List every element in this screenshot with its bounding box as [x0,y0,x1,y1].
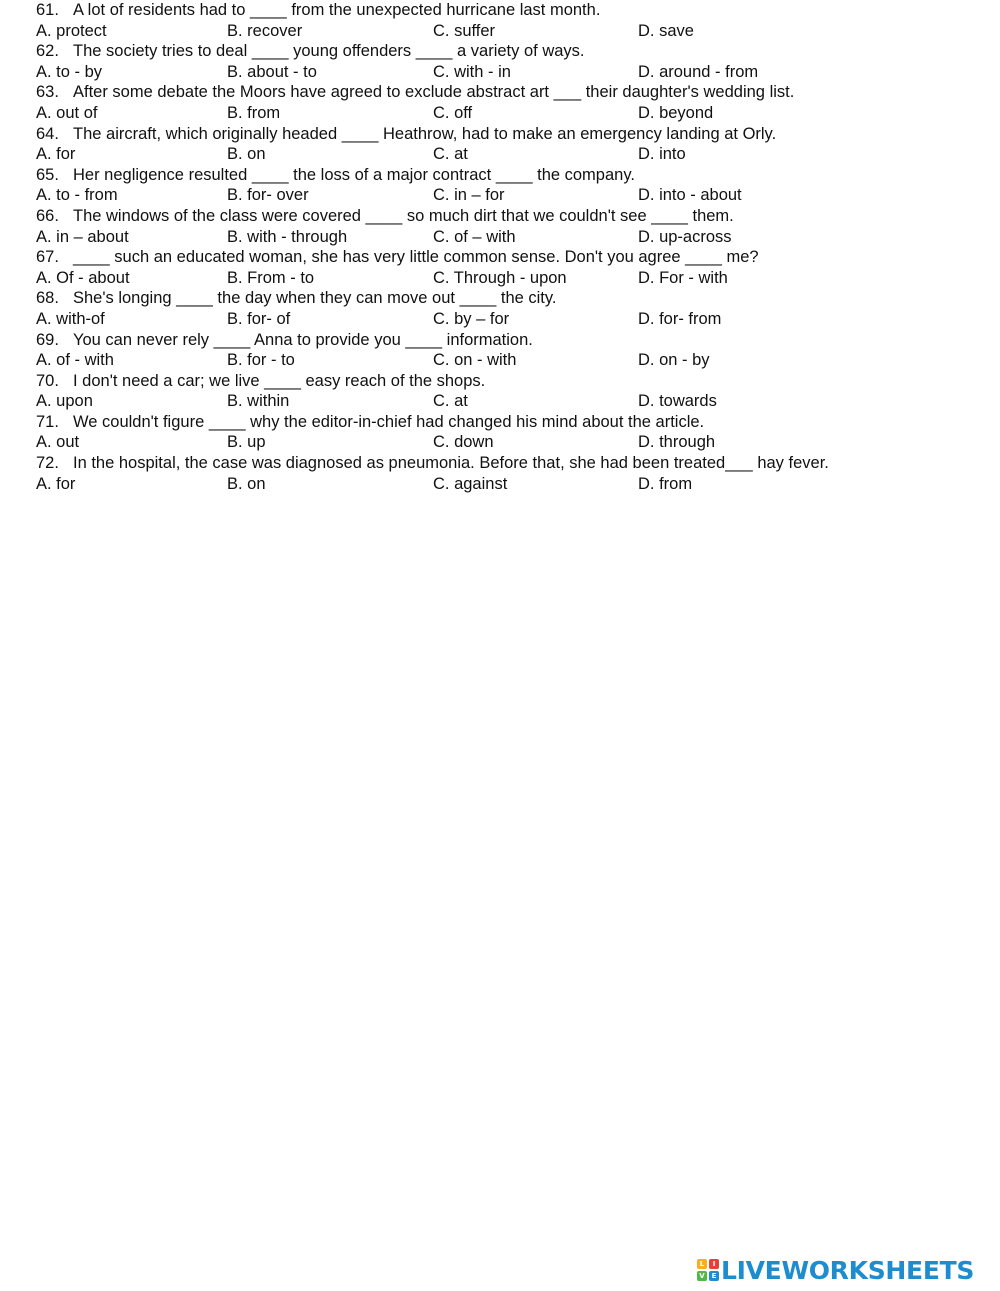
liveworksheets-logo-icon [697,1259,719,1281]
option-b[interactable]: B. From - to [227,268,315,287]
logo-tile-v: V [697,1271,707,1281]
option-a[interactable]: A. of - with [36,351,114,370]
option-a[interactable]: A. upon [36,392,93,411]
option-d[interactable]: D. on - by [638,351,710,370]
option-d[interactable]: D. through [638,433,716,452]
option-b[interactable]: B. on [227,145,266,164]
question-stem [36,288,986,309]
answer-options [36,227,986,248]
option-b[interactable]: B. from [227,103,281,122]
question-text: You can never rely ____ Anna to provide you ____ information. [73,330,533,349]
brand-name: LIVEWORKSHEETS [721,1255,975,1285]
worksheet [36,0,986,494]
question-61 [36,0,986,41]
question-text: I don't need a car; we live ____ easy reach of the shops. [73,371,486,390]
question-stem [36,82,986,103]
question-stem [36,371,986,392]
question-stem [36,247,986,268]
question-71 [36,412,986,453]
option-b[interactable]: B. about - to [227,62,317,81]
question-text: The aircraft, which originally headed ____ Heathrow, had to make an emergency landing at Orly. [73,124,777,143]
logo-tile-l: L [697,1259,707,1269]
answer-options [36,309,986,330]
question-number: 71. [36,412,59,431]
option-b[interactable]: B. for - to [227,351,295,370]
logo-tile-e: E [709,1271,719,1281]
option-c[interactable]: C. against [433,474,508,493]
question-stem [36,412,986,433]
question-number: 70. [36,371,59,390]
answer-options [36,350,986,371]
option-c[interactable]: C. of – with [433,227,516,246]
question-text: ____ such an educated woman, she has very little common sense. Don't you agree ____ me? [73,248,759,267]
question-text: The windows of the class were covered ____ so much dirt that we couldn't see ____ them. [73,206,734,225]
liveworksheets-logo[interactable] [697,1255,974,1285]
question-stem [36,165,986,186]
option-c[interactable]: C. by – for [433,309,510,328]
option-b[interactable]: B. for- over [227,186,309,205]
question-number: 68. [36,289,59,308]
option-c[interactable]: C. Through - upon [433,268,567,287]
option-b[interactable]: B. for- of [227,309,291,328]
answer-options [36,185,986,206]
option-d[interactable]: D. around - from [638,62,759,81]
option-c[interactable]: C. at [433,392,468,411]
question-72 [36,453,986,494]
question-stem [36,206,986,227]
option-c[interactable]: C. in – for [433,186,505,205]
answer-options [36,474,986,495]
option-a[interactable]: A. to - by [36,62,103,81]
option-b[interactable]: B. within [227,392,290,411]
option-c[interactable]: C. with - in [433,62,511,81]
question-67 [36,247,986,288]
question-70 [36,371,986,412]
question-stem [36,330,986,351]
answer-options [36,144,986,165]
option-a[interactable]: A. with-of [36,309,105,328]
question-number: 72. [36,454,59,473]
option-a[interactable]: A. Of - about [36,268,130,287]
option-c[interactable]: C. down [433,433,494,452]
option-c[interactable]: C. off [433,103,473,122]
option-d[interactable]: D. For - with [638,268,728,287]
question-text: After some debate the Moors have agreed to exclude abstract art ___ their daughter's wedding list. [73,83,795,102]
option-a[interactable]: A. in – about [36,227,129,246]
question-text: Her negligence resulted ____ the loss of a major contract ____ the company. [73,165,635,184]
question-number: 66. [36,206,59,225]
question-62 [36,41,986,82]
answer-options [36,432,986,453]
question-text: A lot of residents had to ____ from the unexpected hurricane last month. [73,1,601,19]
question-text: The society tries to deal ____ young offenders ____ a variety of ways. [73,42,585,61]
question-68 [36,288,986,329]
question-number: 61. [36,1,59,19]
question-number: 69. [36,330,59,349]
option-d[interactable]: D. beyond [638,103,714,122]
option-d[interactable]: D. for- from [638,309,722,328]
question-number: 64. [36,124,59,143]
option-d[interactable]: D. up-across [638,227,732,246]
option-b[interactable]: B. with - through [227,227,348,246]
option-a[interactable]: A. for [36,474,76,493]
option-b[interactable]: B. recover [227,21,303,40]
answer-options [36,268,986,289]
question-text: In the hospital, the case was diagnosed as pneumonia. Before that, she had been treated___ hay fever. [73,454,829,473]
question-number: 63. [36,83,59,102]
answer-options [36,391,986,412]
question-text: She's longing ____ the day when they can move out ____ the city. [73,289,557,308]
option-c[interactable]: C. on - with [433,351,517,370]
option-d[interactable]: D. towards [638,392,717,411]
option-d[interactable]: D. save [638,21,694,40]
question-number: 62. [36,42,59,61]
option-b[interactable]: B. on [227,474,266,493]
option-d[interactable]: D. from [638,474,693,493]
option-c[interactable]: C. suffer [433,21,496,40]
option-c[interactable]: C. at [433,145,468,164]
option-b[interactable]: B. up [227,433,266,452]
option-a[interactable]: A. out [36,433,80,452]
question-stem [36,124,986,145]
question-number: 65. [36,165,59,184]
option-a[interactable]: A. out of [36,103,98,122]
answer-options [36,21,986,42]
question-number: 67. [36,248,59,267]
question-stem [36,0,986,21]
question-65 [36,165,986,206]
question-66 [36,206,986,247]
question-stem [36,41,986,62]
option-a[interactable]: A. for [36,145,76,164]
option-d[interactable]: D. into [638,145,686,164]
answer-options [36,62,986,83]
option-a[interactable]: A. protect [36,21,107,40]
question-stem [36,453,986,474]
question-63 [36,82,986,123]
question-64 [36,124,986,165]
answer-options [36,103,986,124]
logo-tile-i: I [709,1259,719,1269]
question-69 [36,330,986,371]
question-text: We couldn't figure ____ why the editor-in-chief had changed his mind about the article. [73,412,705,431]
option-a[interactable]: A. to - from [36,186,118,205]
option-d[interactable]: D. into - about [638,186,742,205]
